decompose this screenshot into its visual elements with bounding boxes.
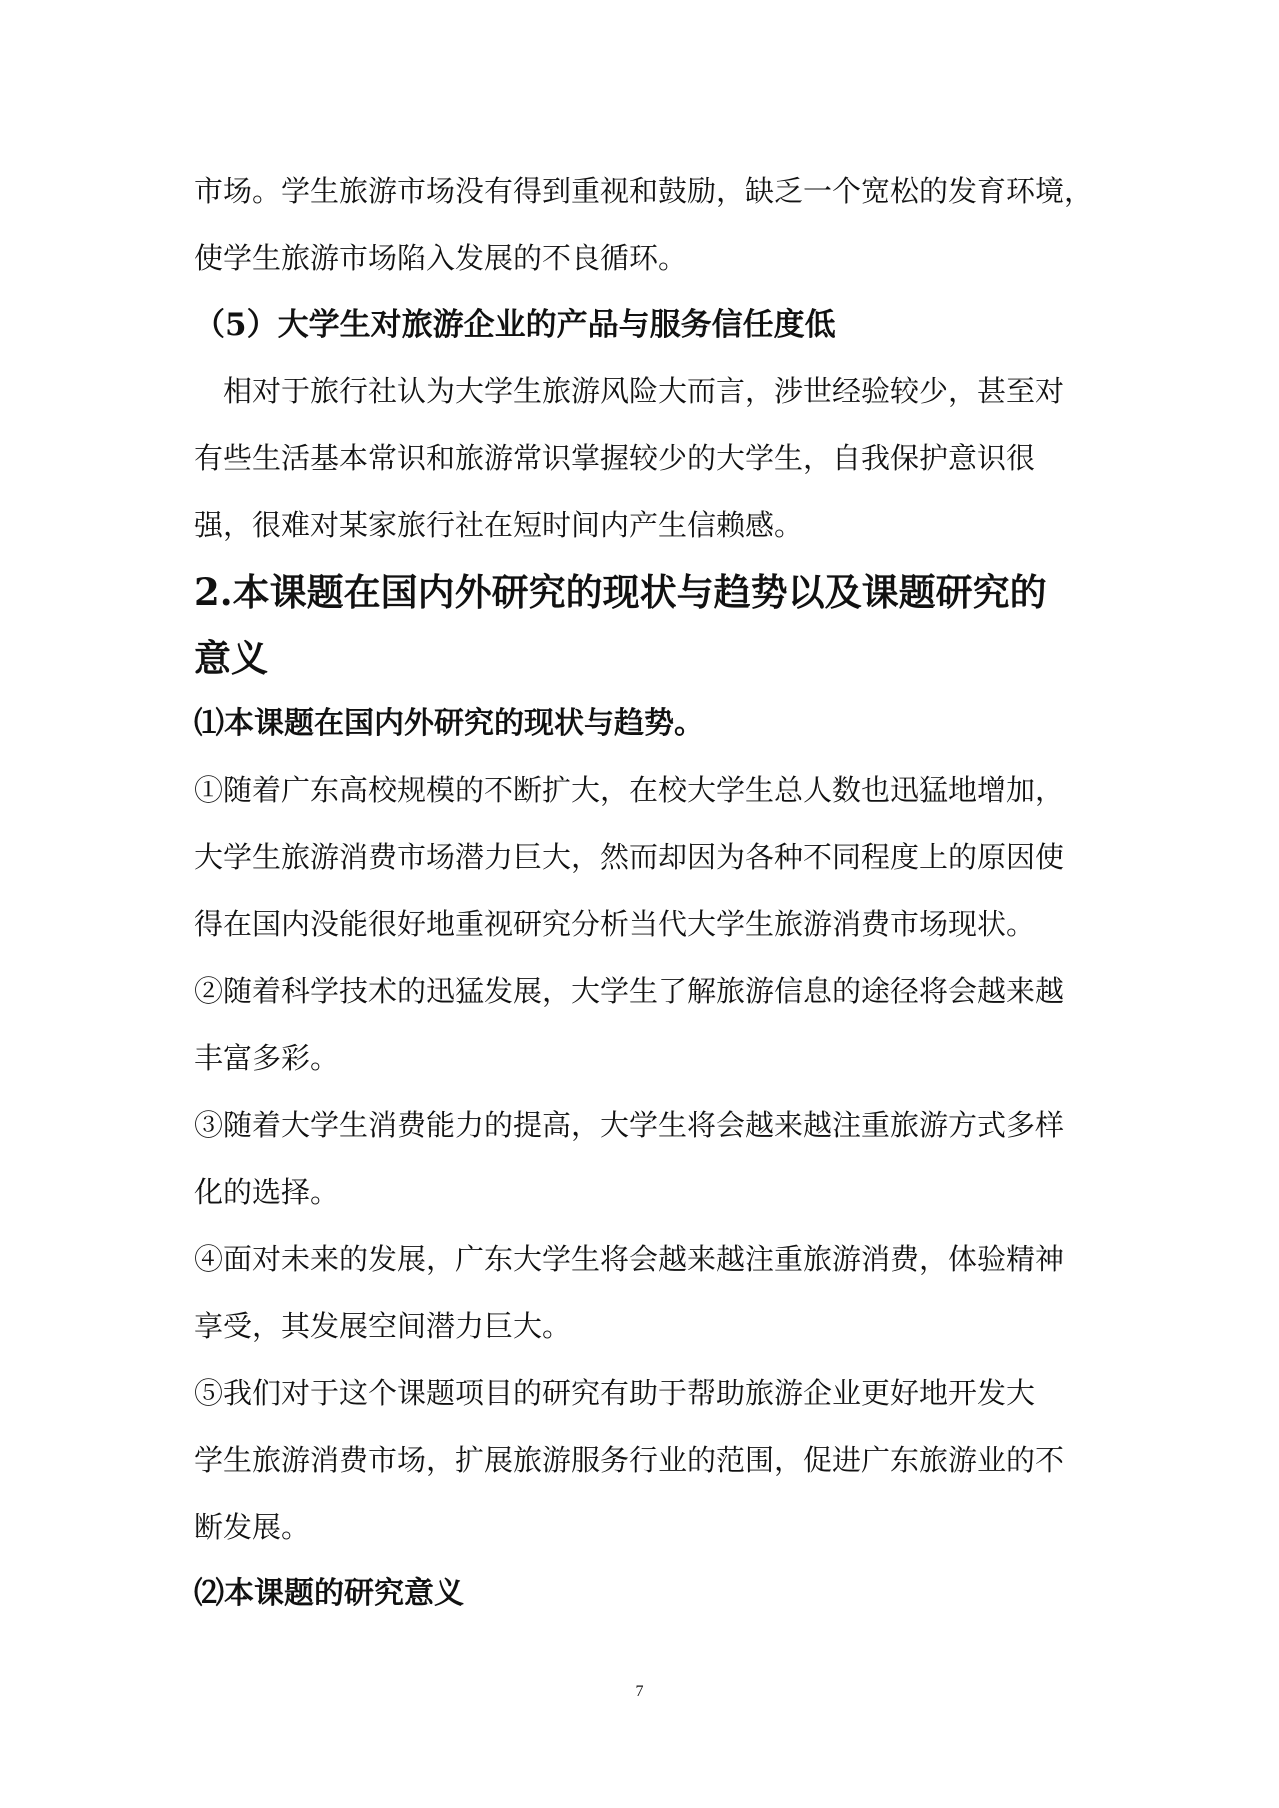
body-line: 丰富多彩。 <box>194 1041 340 1075</box>
body-line: 化的选择。 <box>194 1175 340 1209</box>
chapter-heading-line1: 2.本课题在国内外研究的现状与趋势以及课题研究的 <box>194 570 1047 614</box>
body-line: ⑤我们对于这个课题项目的研究有助于帮助旅游企业更好地开发大 <box>194 1376 1036 1410</box>
subsection-heading-2: ⑵本课题的研究意义 <box>194 1576 464 1611</box>
body-line: ①随着广东高校规模的不断扩大，在校大学生总人数也迅猛地增加， <box>194 773 1065 807</box>
body-line: 大学生旅游消费市场潜力巨大，然而却因为各种不同程度上的原因使 <box>194 840 1065 874</box>
body-line: ②随着科学技术的迅猛发展，大学生了解旅游信息的途径将会越来越 <box>194 974 1065 1008</box>
body-line: 学生旅游消费市场，扩展旅游服务行业的范围，促进广东旅游业的不 <box>194 1443 1065 1477</box>
chapter-heading-line2: 意义 <box>194 636 268 680</box>
body-line: 使学生旅游市场陷入发展的不良循环。 <box>194 241 688 275</box>
body-line: 享受，其发展空间潜力巨大。 <box>194 1309 572 1343</box>
page-number: 7 <box>635 1683 644 1700</box>
body-line: 市场。学生旅游市场没有得到重视和鼓励，缺乏一个宽松的发育环境， <box>194 174 1094 208</box>
page-content <box>194 158 1094 1627</box>
subsection-heading-1: ⑴本课题在国内外研究的现状与趋势。 <box>194 706 704 741</box>
body-line: 得在国内没能很好地重视研究分析当代大学生旅游消费市场现状。 <box>194 907 1036 941</box>
section-heading-5: （5）大学生对旅游企业的产品与服务信任度低 <box>194 307 836 343</box>
body-line: 强，很难对某家旅行社在短时间内产生信赖感。 <box>194 508 804 542</box>
body-line: ④面对未来的发展，广东大学生将会越来越注重旅游消费，体验精神 <box>194 1242 1065 1276</box>
body-line: ③随着大学生消费能力的提高，大学生将会越来越注重旅游方式多样 <box>194 1108 1065 1142</box>
body-line: 有些生活基本常识和旅游常识掌握较少的大学生，自我保护意识很 <box>194 441 1036 475</box>
body-line: 相对于旅行社认为大学生旅游风险大而言，涉世经验较少，甚至对 <box>223 374 1065 408</box>
body-line: 断发展。 <box>194 1510 311 1544</box>
